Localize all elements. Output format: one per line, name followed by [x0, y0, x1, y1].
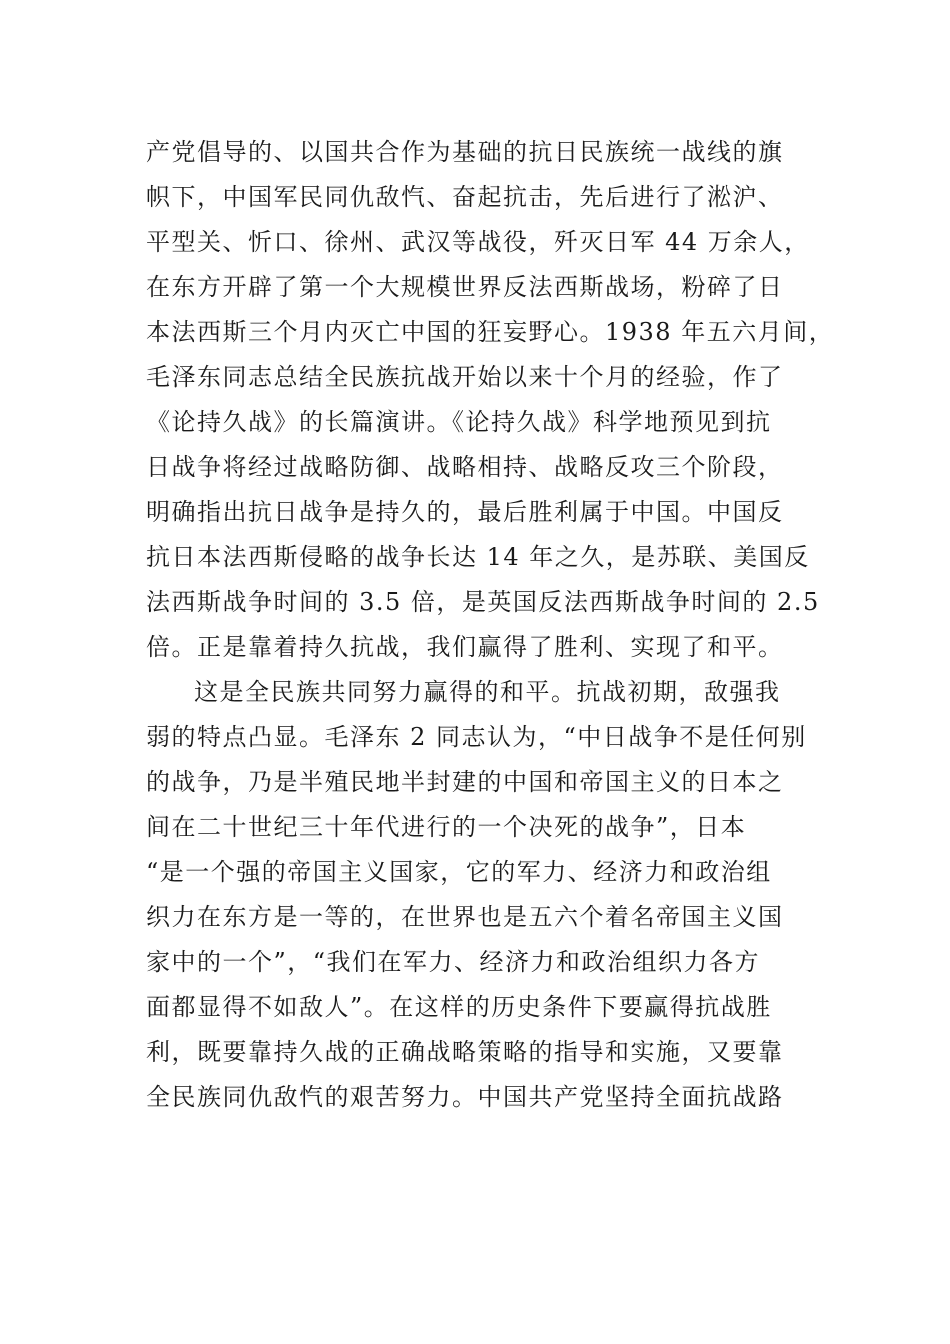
text-line: 产党倡导的、以国共合作为基础的抗日民族统一战线的旗	[146, 138, 784, 166]
text-line: 帜下，中国军民同仇敌忾、奋起抗击，先后进行了淞沪、	[146, 183, 784, 211]
text-line: 法西斯战争时间的 3.5 倍，是英国反法西斯战争时间的 2.5	[146, 588, 820, 616]
text-line: 织力在东方是一等的，在世界也是五六个着名帝国主义国	[146, 903, 784, 931]
text-line: 的战争，乃是半殖民地半封建的中国和帝国主义的日本之	[146, 768, 784, 796]
text-line: 面都显得不如敌人”。在这样的历史条件下要赢得抗战胜	[146, 993, 772, 1021]
text-line-indented: 这是全民族共同努力赢得的和平。抗战初期，敌强我	[194, 678, 781, 706]
text-line: 全民族同仇敌忾的艰苦努力。中国共产党坚持全面抗战路	[146, 1083, 784, 1111]
text-line: 本法西斯三个月内灭亡中国的狂妄野心。1938 年五六月间，	[146, 318, 835, 346]
text-line: 日战争将经过战略防御、战略相持、战略反攻三个阶段，	[146, 453, 784, 481]
body-text	[146, 130, 835, 1120]
text-line: 利，既要靠持久战的正确战略策略的指导和实施，又要靠	[146, 1038, 784, 1066]
text-line: 明确指出抗日战争是持久的，最后胜利属于中国。中国反	[146, 498, 784, 526]
text-line: 毛泽东同志总结全民族抗战开始以来十个月的经验，作了	[146, 363, 784, 391]
text-line: 倍。正是靠着持久抗战，我们赢得了胜利、实现了和平。	[146, 633, 784, 661]
text-line: 弱的特点凸显。毛泽东 2 同志认为，“中日战争不是任何别	[146, 723, 807, 751]
paragraph-1	[146, 130, 835, 670]
text-line: 平型关、忻口、徐州、武汉等战役，歼灭日军 44 万余人，	[146, 228, 810, 256]
paragraph-2	[146, 670, 816, 1120]
text-line: “是一个强的帝国主义国家，它的军力、经济力和政治组	[146, 858, 772, 886]
text-line: 《论持久战》的长篇演讲。《论持久战》科学地预见到抗	[146, 408, 772, 436]
text-line: 在东方开辟了第一个大规模世界反法西斯战场，粉碎了日	[146, 273, 784, 301]
text-line: 间在二十世纪三十年代进行的一个决死的战争”，日本	[146, 813, 747, 841]
text-line: 抗日本法西斯侵略的战争长达 14 年之久，是苏联、美国反	[146, 543, 810, 571]
text-line: 家中的一个”，“我们在军力、经济力和政治组织力各方	[146, 948, 761, 976]
